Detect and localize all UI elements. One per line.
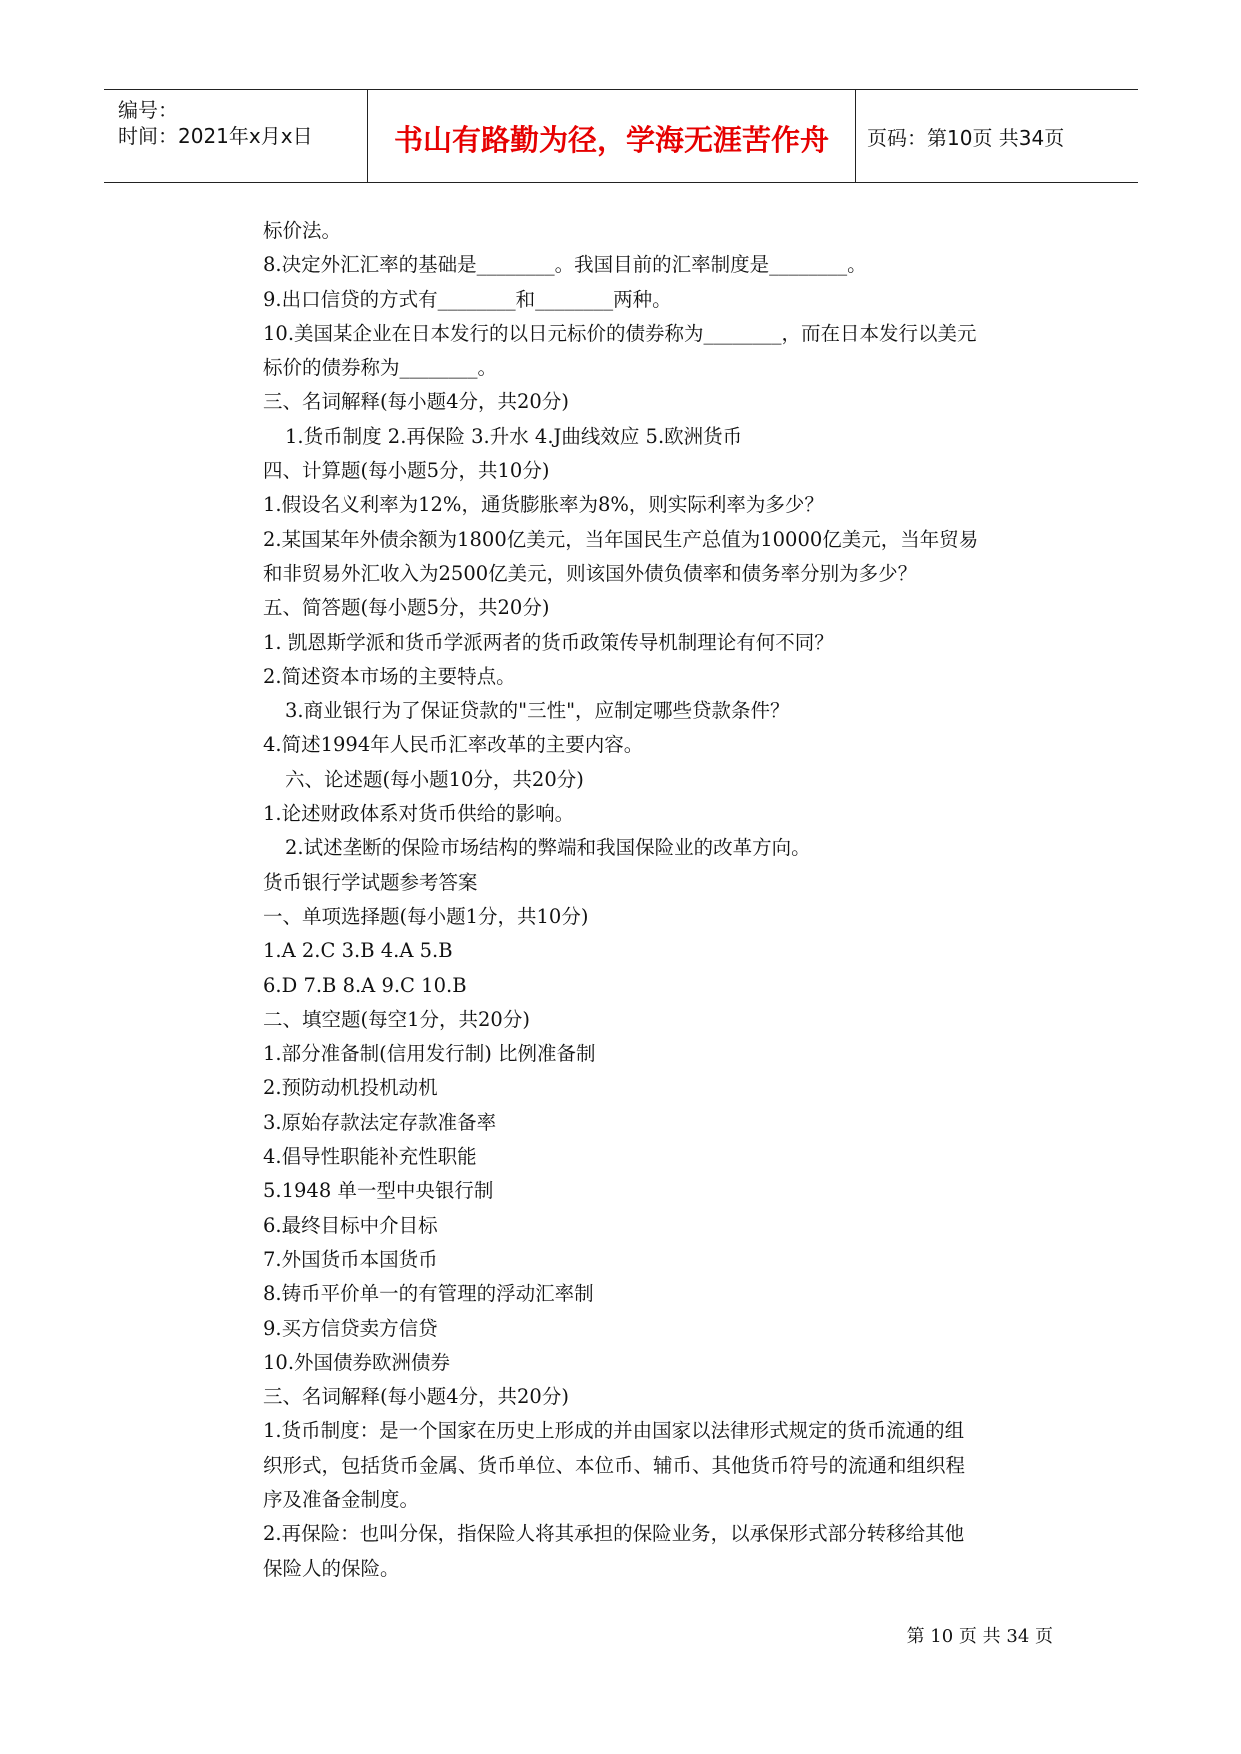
body-line: 8.决定外汇汇率的基础是________。我国目前的汇率制度是________。: [263, 253, 867, 277]
body-line: 三、名词解释(每小题4分，共20分): [263, 390, 569, 414]
body-line: 标价法。: [263, 219, 342, 242]
body-line: 5.1948 单一型中央银行制: [263, 1179, 494, 1203]
body-line: 9.买方信贷卖方信贷: [263, 1316, 438, 1340]
document-number-label: 编号：: [118, 98, 178, 122]
body-line: 2.简述资本市场的主要特点。: [263, 664, 516, 688]
body-line: 6.D 7.B 8.A 9.C 10.B: [263, 973, 467, 997]
body-line: 2.预防动机投机动机: [263, 1076, 438, 1100]
document-body: [263, 214, 1063, 1586]
header-left-cell: [104, 90, 367, 182]
body-line: 7.外国货币本国货币: [263, 1247, 438, 1271]
body-line: 10.美国某企业在日本发行的以日元标价的债券称为________，而在日本发行以美元: [263, 321, 977, 345]
page-footer: 第 10 页 共 34 页: [906, 1626, 1053, 1647]
body-line: 和非贸易外汇收入为2500亿美元，则该国外债负债率和债务率分别为多少？: [263, 561, 918, 585]
body-line: 三、名词解释(每小题4分，共20分): [263, 1385, 569, 1409]
body-line: 一、单项选择题(每小题1分，共10分): [263, 904, 589, 928]
body-line: 4.简述1994年人民币汇率改革的主要内容。: [263, 733, 644, 757]
body-line: 2.某国某年外债余额为1800亿美元，当年国民生产总值为10000亿美元，当年贸易: [263, 527, 979, 551]
body-line: 3.商业银行为了保证贷款的"三性"，应制定哪些贷款条件？: [285, 699, 790, 723]
body-line: 1.部分准备制(信用发行制) 比例准备制: [263, 1042, 596, 1066]
body-line: 标价的债券称为________。: [263, 356, 498, 380]
body-line: 保险人的保险。: [263, 1556, 400, 1580]
body-line: 6.最终目标中介目标: [263, 1213, 438, 1237]
body-line: 1.A 2.C 3.B 4.A 5.B: [263, 939, 453, 963]
body-line: 1. 凯恩斯学派和货币学派两者的货币政策传导机制理论有何不同？: [263, 630, 834, 654]
body-line: 2.再保险：也叫分保，指保险人将其承担的保险业务，以承保形式部分转移给其他: [263, 1522, 965, 1546]
body-line: 1.货币制度 2.再保险 3.升水 4.J曲线效应 5.欧洲货币: [285, 424, 743, 448]
body-line: 8.铸币平价单一的有管理的浮动汇率制: [263, 1282, 594, 1306]
body-line: 六、论述题(每小题10分，共20分): [285, 767, 584, 791]
body-line: 二、填空题(每空1分，共20分): [263, 1007, 530, 1031]
page-code-label: 页码：第10页 共34页: [867, 126, 1065, 150]
body-line: 4.倡导性职能补充性职能: [263, 1145, 477, 1169]
body-line: 10.外国债券欧洲债券: [263, 1350, 451, 1374]
header-motto-cell: [367, 90, 856, 182]
body-line: 货币银行学试题参考答案: [263, 870, 478, 894]
body-line: 1.货币制度：是一个国家在历史上形成的并由国家以法律形式规定的货币流通的组: [263, 1419, 965, 1443]
header-table: [104, 89, 1138, 183]
body-line: 织形式，包括货币金属、货币单位、本位币、辅币、其他货币符号的流通和组织程: [263, 1453, 966, 1477]
body-line: 1.论述财政体系对货币供给的影响。: [263, 802, 575, 826]
body-line: 四、计算题(每小题5分，共10分): [263, 459, 550, 483]
body-line: 五、简答题(每小题5分，共20分): [263, 596, 550, 620]
body-line: 1.假设名义利率为12%，通货膨胀率为8%，则实际利率为多少？: [263, 493, 824, 517]
header-page-cell: [855, 90, 1138, 182]
body-line: 3.原始存款法定存款准备率: [263, 1110, 497, 1134]
body-line: 序及准备金制度。: [263, 1487, 420, 1511]
body-line: 2.试述垄断的保险市场结构的弊端和我国保险业的改革方向。: [285, 836, 811, 860]
date-label: 时间：2021年x月x日: [118, 124, 313, 148]
motto-text: 书山有路勤为径，学海无涯苦作舟: [393, 123, 829, 157]
body-line: 9.出口信贷的方式有________和________两种。: [263, 287, 672, 311]
